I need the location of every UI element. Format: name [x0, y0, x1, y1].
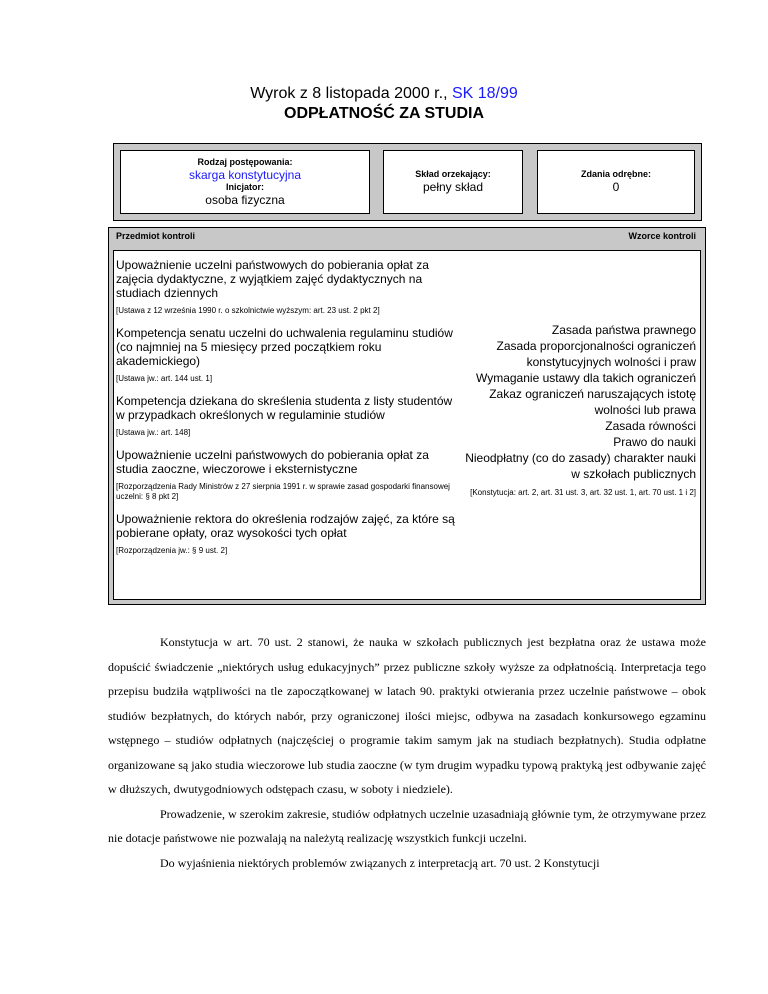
subject-text: Upoważnienie uczelni państwowych do pobierania opłat za studia zaoczne, wieczorowe i eksternistyczne — [116, 448, 429, 476]
bench-box — [383, 150, 523, 214]
pattern-item: Zasada państwa prawnego — [551, 323, 696, 337]
subject-ref: [Rozporządzenia jw.: § 9 ust. 2] — [116, 546, 228, 555]
subject-ref: [Ustawa z 12 września 1990 r. o szkolnictwie wyższym: art. 23 ust. 2 pkt 2] — [116, 306, 380, 315]
subject-item — [116, 448, 456, 502]
dissent-box — [537, 150, 695, 214]
patterns-label: Wzorce kontroli — [628, 231, 696, 241]
title-block — [0, 84, 768, 124]
subject-ref: [Ustawa jw.: art. 144 ust. 1] — [116, 374, 213, 383]
judgment-body — [108, 630, 706, 875]
subject-ref: [Rozporządzenia Rady Ministrów z 27 sierpnia 1991 r. w sprawie zasad gospodarki finansowej uczelni: § 8 pkt 2] — [116, 482, 450, 501]
dissent-label: Zdania odrębne: — [580, 169, 651, 179]
pattern-item: Zakaz ograniczeń naruszających istotę wolności lub prawa — [489, 387, 696, 417]
pattern-item: Zasada równości — [605, 419, 696, 433]
pattern-item: Zasada proporcjonalności ograniczeń konstytucyjnych wolności i praw — [496, 339, 696, 369]
body-paragraph: Prowadzenie, w szerokim zakresie, studiów odpłatnych uczelnie uzasadniają głównie tym, że otrzymywane przez nie dotacje państwowe nie pozwalają na należytą realizację wszystkich funkcji uczelni. — [108, 806, 706, 845]
pattern-item: Nieodpłatny (co do zasady) charakter nauki w szkołach publicznych — [465, 451, 696, 481]
bench-label: Skład orzekający: — [415, 169, 491, 179]
body-paragraph: Konstytucja w art. 70 ust. 2 stanowi, że nauka w szkołach publicznych jest bezpłatna oraz że ustawa może dopuścić świadczenie „niektórych usług edukacyjnych” przez publiczne szkoły wyższe za odpłatnością. Interpretacja tego przepisu budziła wątpliwości na tle zapoczątkowanej w latach 90. praktyki otwierania przez uczelnie państwowe – obok studiów bezpłatnych, do których nabór, przy ograniczonej ilości miejsc, odbywa na zasadach konkursowego egzaminu wstępnego – studiów odpłatnych (najczęściej o programie takim samym jak na studiach bezpłatnych). Studia odpłatne organizowane są jako studia wieczorowe lub studia zaoczne (w tym drugim wypadku typową praktyką jest odbywanie zajęć w dłuższych, dwutygodniowych odstępach czasu, w soboty i niedziele). — [108, 635, 706, 796]
patterns-ref: [Konstytucja: art. 2, art. 31 ust. 3, art. 32 ust. 1, art. 70 ust. 1 i 2] — [470, 488, 696, 497]
subject-item — [116, 258, 456, 316]
subject-text: Kompetencja senatu uczelni do uchwalenia regulaminu studiów (co najmniej na 5 miesięcy przed początkiem roku akademickiego) — [116, 326, 453, 368]
subjects-list — [116, 258, 456, 560]
pattern-item: Prawo do nauki — [613, 435, 696, 449]
proceeding-label: Rodzaj postępowania: — [197, 157, 293, 167]
patterns-list — [462, 322, 696, 498]
subject-ref: [Ustawa jw.: art. 148] — [116, 428, 191, 437]
bench-value: pełny skład — [422, 180, 484, 194]
subject-item — [116, 512, 456, 556]
initiator-label: Inicjator: — [225, 182, 264, 192]
body-paragraph: Do wyjaśnienia niektórych problemów związanych z interpretacją art. 70 ust. 2 Konstytucji — [160, 855, 600, 870]
subject-text: Kompetencja dziekana do skreślenia studenta z listy studentów w przypadkach określonych w regulaminie studiów — [116, 394, 453, 422]
subject-text: Upoważnienie uczelni państwowych do pobierania opłat za zajęcia dydaktyczne, z wyjątkiem zajęć dydaktycznych na studiach dziennych — [116, 258, 429, 300]
initiator-value: osoba fizyczna — [205, 193, 285, 207]
judgment-title — [0, 84, 768, 104]
subject-item — [116, 326, 456, 384]
case-number-link[interactable]: SK 18/99 — [451, 85, 518, 102]
proceeding-value: skarga konstytucyjna — [188, 168, 302, 182]
judgment-subtitle: ODPŁATNOŚĆ ZA STUDIA — [284, 105, 484, 122]
subject-item — [116, 394, 456, 438]
subject-text: Upoważnienie rektora do określenia rodzajów zajęć, za które są pobierane opłaty, oraz wysokości tych opłat — [116, 512, 455, 540]
subject-label: Przedmiot kontroli — [116, 231, 196, 241]
proceeding-box — [120, 150, 370, 214]
pattern-item: Wymaganie ustawy dla takich ograniczeń — [475, 371, 696, 385]
dissent-value: 0 — [612, 180, 620, 194]
judgment-date: Wyrok z 8 listopada 2000 r., — [250, 85, 452, 102]
